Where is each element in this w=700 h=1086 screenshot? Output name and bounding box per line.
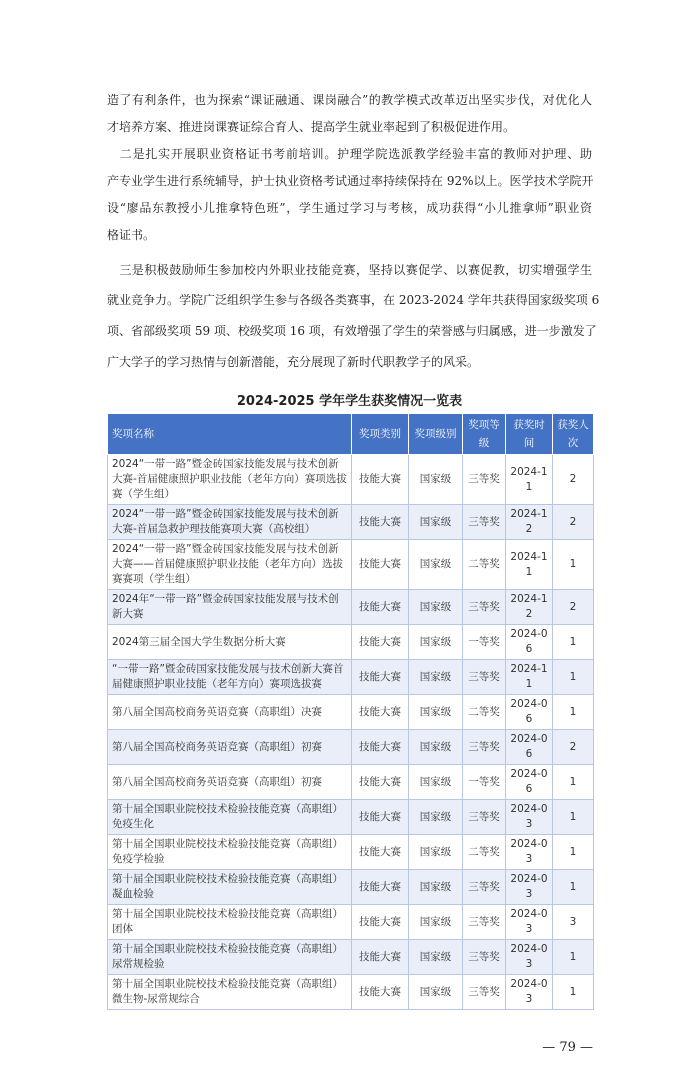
header-award-type: 奖项类别 xyxy=(352,414,409,455)
cell-award-grade: 二等奖 xyxy=(463,695,506,730)
cell-award-count: 2 xyxy=(553,730,594,765)
paragraph-line: 设“廖品东教授小儿推拿特色班”，学生通过学习与考核，成功获得“小儿推拿师”职业资 xyxy=(107,201,592,215)
cell-award-type: 技能大赛 xyxy=(352,835,409,870)
cell-award-count: 1 xyxy=(553,625,594,660)
paragraph-line: 就业竞争力。学院广泛组织学生参与各级各类赛事，在 2023-2024 学年共获得国家级奖项 6 xyxy=(107,293,600,307)
cell-award-name: 2024“一带一路”暨金砖国家技能发展与技术创新大赛-首届急救护理技能赛项大赛（高校组） xyxy=(108,505,352,540)
table-row xyxy=(108,660,594,695)
cell-award-level: 国家级 xyxy=(409,505,463,540)
cell-award-date: 2024-03 xyxy=(506,940,553,975)
paragraph-line: 项、省部级奖项 59 项、校级奖项 16 项，有效增强了学生的荣誉感与归属感，进一步激发了 xyxy=(107,324,597,338)
table-section xyxy=(107,413,593,1086)
cell-award-name: 2024“一带一路”暨金砖国家技能发展与技术创新大赛——首届健康照护职业技能（老年方向）选拔赛赛项（学生组） xyxy=(108,540,352,590)
cell-award-count: 1 xyxy=(553,870,594,905)
cell-award-type: 技能大赛 xyxy=(352,870,409,905)
cell-award-level: 国家级 xyxy=(409,870,463,905)
cell-award-grade: 三等奖 xyxy=(463,660,506,695)
cell-award-type: 技能大赛 xyxy=(352,590,409,625)
cell-award-grade: 三等奖 xyxy=(463,975,506,1010)
cell-award-grade: 三等奖 xyxy=(463,870,506,905)
cell-award-type: 技能大赛 xyxy=(352,505,409,540)
cell-award-level: 国家级 xyxy=(409,940,463,975)
cell-award-type: 技能大赛 xyxy=(352,730,409,765)
paragraph-line: 产专业学生进行系统辅导，护士执业资格考试通过率持续保持在 92%以上。医学技术学院开 xyxy=(107,174,594,188)
table-header-row xyxy=(108,414,594,455)
cell-award-name: 第十届全国职业院校技术检验技能竞赛（高职组）免疫学检验 xyxy=(108,835,352,870)
cell-award-level: 国家级 xyxy=(409,975,463,1010)
cell-award-type: 技能大赛 xyxy=(352,625,409,660)
cell-award-date: 2024-03 xyxy=(506,800,553,835)
paragraph-line: 才培养方案、推进岗课赛证综合育人、提高学生就业率起到了积极促进作用。 xyxy=(107,120,516,134)
cell-award-level: 国家级 xyxy=(409,905,463,940)
paragraph-line: 造了有利条件，也为探索“课证融通、课岗融合”的教学模式改革迈出坚实步伐，对优化人 xyxy=(107,93,592,107)
cell-award-type: 技能大赛 xyxy=(352,455,409,505)
cell-award-count: 2 xyxy=(553,505,594,540)
paragraph-line: 广大学子的学习热情与创新潜能，充分展现了新时代职教学子的风采。 xyxy=(107,355,480,369)
cell-award-type: 技能大赛 xyxy=(352,695,409,730)
table-title: 2024-2025 学年学生获奖情况一览表 xyxy=(236,394,463,409)
table-row xyxy=(108,695,594,730)
cell-award-count: 1 xyxy=(553,940,594,975)
cell-award-level: 国家级 xyxy=(409,625,463,660)
cell-award-level: 国家级 xyxy=(409,540,463,590)
header-award-date: 获奖时间 xyxy=(506,414,553,455)
table-row xyxy=(108,765,594,800)
cell-award-type: 技能大赛 xyxy=(352,800,409,835)
cell-award-level: 国家级 xyxy=(409,765,463,800)
cell-award-type: 技能大赛 xyxy=(352,540,409,590)
paragraph-line: 二是扎实开展职业资格证书考前培训。护理学院选派教学经验丰富的教师对护理、助 xyxy=(107,147,592,161)
header-award-count: 获奖人次 xyxy=(553,414,594,455)
cell-award-date: 2024-06 xyxy=(506,765,553,800)
cell-award-type: 技能大赛 xyxy=(352,905,409,940)
cell-award-count: 1 xyxy=(553,975,594,1010)
cell-award-level: 国家级 xyxy=(409,455,463,505)
cell-award-type: 技能大赛 xyxy=(352,765,409,800)
table-row xyxy=(108,540,594,590)
cell-award-name: 第八届全国高校商务英语竞赛（高职组）决赛 xyxy=(108,695,352,730)
cell-award-date: 2024-11 xyxy=(506,660,553,695)
cell-award-grade: 三等奖 xyxy=(463,940,506,975)
cell-award-count: 1 xyxy=(553,765,594,800)
cell-award-name: 2024第三届全国大学生数据分析大赛 xyxy=(108,625,352,660)
cell-award-name: “一带一路”暨金砖国家技能发展与技术创新大赛首届健康照护职业技能（老年方向）赛项选拔赛 xyxy=(108,660,352,695)
cell-award-grade: 三等奖 xyxy=(463,455,506,505)
table-row xyxy=(108,590,594,625)
paragraph-line: 格证书。 xyxy=(107,228,156,242)
cell-award-date: 2024-03 xyxy=(506,975,553,1010)
cell-award-count: 2 xyxy=(553,590,594,625)
table-row xyxy=(108,625,594,660)
cell-award-name: 2024“一带一路”暨金砖国家技能发展与技术创新大赛-首届健康照护职业技能（老年方向）赛项选拔赛（学生组） xyxy=(108,455,352,505)
awards-table xyxy=(107,413,594,1010)
cell-award-type: 技能大赛 xyxy=(352,940,409,975)
cell-award-count: 3 xyxy=(553,905,594,940)
cell-award-grade: 三等奖 xyxy=(463,590,506,625)
cell-award-grade: 三等奖 xyxy=(463,905,506,940)
header-award-grade: 奖项等级 xyxy=(463,414,506,455)
cell-award-date: 2024-11 xyxy=(506,455,553,505)
cell-award-grade: 二等奖 xyxy=(463,540,506,590)
table-row xyxy=(108,800,594,835)
table-row xyxy=(108,730,594,765)
cell-award-type: 技能大赛 xyxy=(352,660,409,695)
cell-award-count: 1 xyxy=(553,835,594,870)
cell-award-grade: 三等奖 xyxy=(463,730,506,765)
table-row xyxy=(108,940,594,975)
cell-award-name: 第八届全国高校商务英语竞赛（高职组）初赛 xyxy=(108,730,352,765)
cell-award-type: 技能大赛 xyxy=(352,975,409,1010)
cell-award-date: 2024-06 xyxy=(506,695,553,730)
paragraph-line: 三是积极鼓励师生参加校内外职业技能竞赛，坚持以赛促学、以赛促教，切实增强学生 xyxy=(107,263,592,277)
cell-award-count: 2 xyxy=(553,455,594,505)
cell-award-name: 第十届全国职业院校技术检验技能竞赛（高职组）尿常规检验 xyxy=(108,940,352,975)
cell-award-date: 2024-11 xyxy=(506,540,553,590)
table-row xyxy=(108,455,594,505)
cell-award-name: 第十届全国职业院校技术检验技能竞赛（高职组）免疫生化 xyxy=(108,800,352,835)
cell-award-date: 2024-12 xyxy=(506,590,553,625)
cell-award-level: 国家级 xyxy=(409,730,463,765)
cell-award-grade: 一等奖 xyxy=(463,765,506,800)
cell-award-name: 2024年“一带一路”暨金砖国家技能发展与技术创新大赛 xyxy=(108,590,352,625)
cell-award-level: 国家级 xyxy=(409,695,463,730)
cell-award-count: 1 xyxy=(553,540,594,590)
cell-award-name: 第八届全国高校商务英语竞赛（高职组）初赛 xyxy=(108,765,352,800)
cell-award-name: 第十届全国职业院校技术检验技能竞赛（高职组）团体 xyxy=(108,905,352,940)
cell-award-date: 2024-03 xyxy=(506,870,553,905)
cell-award-level: 国家级 xyxy=(409,835,463,870)
cell-award-level: 国家级 xyxy=(409,660,463,695)
cell-award-grade: 二等奖 xyxy=(463,835,506,870)
cell-award-grade: 三等奖 xyxy=(463,800,506,835)
header-award-name: 奖项名称 xyxy=(108,414,352,455)
table-row xyxy=(108,975,594,1010)
cell-award-date: 2024-06 xyxy=(506,625,553,660)
table-row xyxy=(108,835,594,870)
cell-award-count: 1 xyxy=(553,660,594,695)
cell-award-date: 2024-03 xyxy=(506,905,553,940)
table-row xyxy=(108,505,594,540)
cell-award-date: 2024-12 xyxy=(506,505,553,540)
cell-award-level: 国家级 xyxy=(409,590,463,625)
header-award-level: 奖项级别 xyxy=(409,414,463,455)
cell-award-grade: 一等奖 xyxy=(463,625,506,660)
page-number: — 79 — xyxy=(542,1040,593,1055)
cell-award-date: 2024-06 xyxy=(506,730,553,765)
cell-award-name: 第十届全国职业院校技术检验技能竞赛（高职组）微生物-尿常规综合 xyxy=(108,975,352,1010)
cell-award-count: 1 xyxy=(553,695,594,730)
cell-award-name: 第十届全国职业院校技术检验技能竞赛（高职组）凝血检验 xyxy=(108,870,352,905)
table-row xyxy=(108,870,594,905)
cell-award-count: 1 xyxy=(553,800,594,835)
cell-award-grade: 三等奖 xyxy=(463,505,506,540)
cell-award-level: 国家级 xyxy=(409,800,463,835)
cell-award-date: 2024-03 xyxy=(506,835,553,870)
table-row xyxy=(108,905,594,940)
